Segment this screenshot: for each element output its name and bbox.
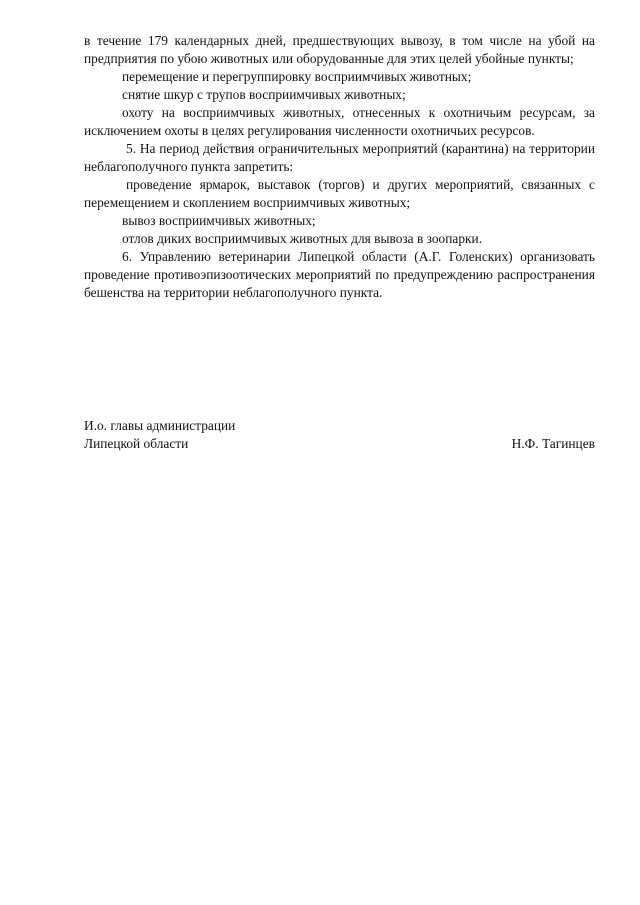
paragraph-6: проведение ярмарок, выставок (торгов) и других мероприятий, связанных с перемещением и скоплением восприимчивых животных; — [84, 177, 595, 210]
paragraph-7: вывоз восприимчивых животных; — [122, 213, 316, 228]
document-body — [84, 32, 595, 302]
paragraph-4: охоту на восприимчивых животных, отнесенных к охотничьим ресурсам, за исключением охоты в целях регулирования численности охотничьих ресурсов. — [84, 105, 595, 138]
paragraph-8: отлов диких восприимчивых животных для вывоза в зоопарки. — [122, 231, 483, 246]
signature-block — [84, 417, 595, 453]
paragraph-1: в течение 179 календарных дней, предшествующих вывозу, в том числе на убой на предприятия по убою животных или оборудованные для этих целей убойные пункты; — [84, 33, 595, 66]
paragraph-9: 6. Управлению ветеринарии Липецкой области (А.Г. Голенских) организовать проведение противоэпизоотических мероприятий по предупреждению распространения бешенства на территории неблагополучного пункта. — [84, 249, 595, 300]
paragraph-2: перемещение и перегруппировку восприимчивых животных; — [122, 69, 472, 84]
signatory-name: Н.Ф. Тагинцев — [511, 436, 595, 451]
paragraph-5: 5. На период действия ограничительных мероприятий (карантина) на территории неблагополучного пункта запретить: — [84, 141, 595, 174]
paragraph-3: снятие шкур с трупов восприимчивых животных; — [122, 87, 406, 102]
signatory-position-line-2: Липецкой области — [84, 436, 189, 451]
signature-row — [84, 435, 595, 453]
signatory-position-line-1: И.о. главы администрации — [84, 418, 236, 433]
